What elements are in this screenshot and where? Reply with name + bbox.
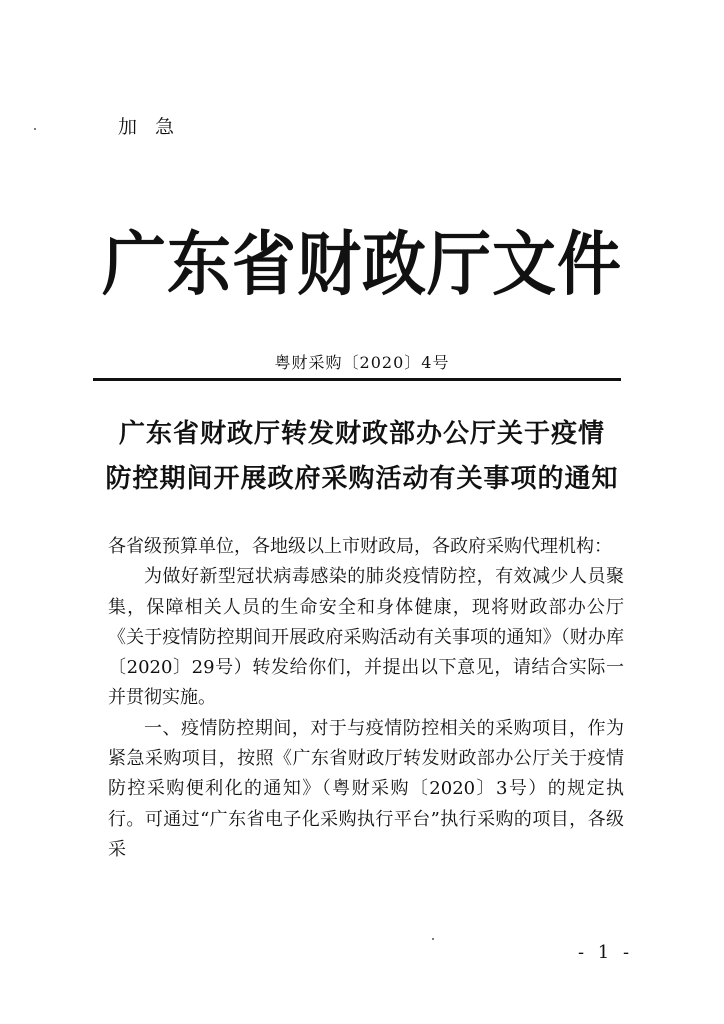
scan-speck <box>432 938 434 940</box>
salutation: 各省级预算单位，各地级以上市财政局，各政府采购代理机构： <box>108 536 612 557</box>
header-divider <box>93 378 621 381</box>
urgency-label: 加急 <box>118 116 193 138</box>
body-text <box>108 532 624 865</box>
body-paragraph-1: 为做好新型冠状病毒感染的肺炎疫情防控，有效减少人员聚集，保障相关人员的生命安全和身体健康，现将财政部办公厅《关于疫情防控期间开展政府采购活动有关事项的通知》（财办库〔2020〕29号）转发给你们，并提出以下意见，请结合实际一并贯彻实施。 <box>108 566 624 709</box>
body-paragraph-2: 一、疫情防控期间，对于与疫情防控相关的采购项目，作为紧急采购项目，按照《广东省财政厅转发财政部办公厅关于疫情防控采购便利化的通知》（粤财采购〔2020〕3号）的规定执行。可通过“广东省电子化采购执行平台”执行采购的项目，各级采 <box>108 717 624 860</box>
notice-title-line-1: 广东省财政厅转发财政部办公厅关于疫情 <box>118 419 605 449</box>
page-number: - 1 - <box>578 942 634 963</box>
document-number: 粤财采购〔2020〕4号 <box>274 353 450 372</box>
notice-title <box>0 412 724 502</box>
notice-title-line-2: 防控期间开展政府采购活动有关事项的通知 <box>105 464 619 494</box>
issuer-title: 广东省财政厅文件 <box>102 225 622 306</box>
scan-speck <box>34 128 36 130</box>
